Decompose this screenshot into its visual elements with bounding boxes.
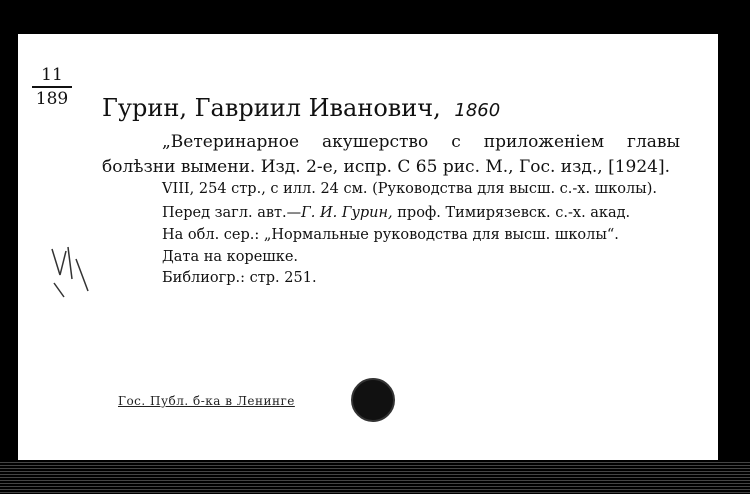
- notes: [162, 203, 680, 290]
- author-heading: Гурин, Гавриил Иванович,: [102, 94, 441, 122]
- scan-noise-bar: [0, 460, 750, 494]
- note-author: [162, 203, 680, 225]
- shelfmark: [32, 66, 72, 108]
- shelfmark-bottom: 189: [35, 88, 69, 109]
- library-stamp: Гос. Публ. б-ка в Ленинге: [118, 394, 295, 408]
- punch-hole: [351, 378, 395, 422]
- pencil-scribble-mark: [46, 239, 96, 299]
- card-body: [102, 130, 680, 290]
- note-bibliography: Библиогр.: стр. 251.: [162, 270, 317, 287]
- catalog-card: [18, 34, 718, 460]
- note-author-title: проф. Тимирязевск. с.-х. акад.: [392, 205, 631, 222]
- title-statement: „Ветеринарное акушерство с приложенiем главы болѣзни вымени. Изд. 2-е, испр. С 65 рис. М., Гос. изд., [1924].: [102, 132, 680, 177]
- author-heading-line: [102, 94, 500, 122]
- note-author-name: Г. И. Гурин,: [301, 205, 393, 222]
- note-author-prefix: Перед загл. авт.—: [162, 205, 302, 222]
- handwritten-year: 1860: [454, 100, 501, 121]
- shelfmark-top: 11: [32, 66, 72, 88]
- physical-description: VIII, 254 стр., с илл. 24 см. (Руководства для высш. с.-х. школы).: [162, 181, 657, 198]
- note-date: Дата на корешке.: [162, 248, 299, 265]
- note-series: На обл. сер.: „Нормальные руководства для высш. школы“.: [162, 226, 619, 243]
